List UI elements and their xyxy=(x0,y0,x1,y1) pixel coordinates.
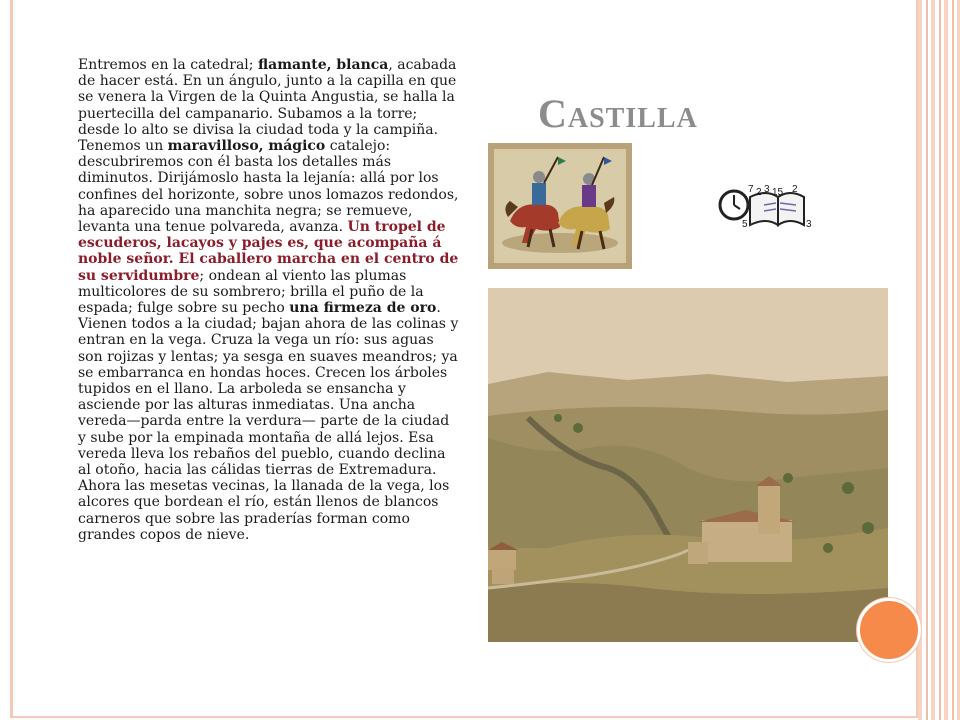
clock-number: 15 xyxy=(772,187,784,198)
decorative-orange-circle xyxy=(857,598,921,662)
clock-number: 2 xyxy=(756,187,762,198)
bold-phrase: flamante, blanca xyxy=(257,57,389,73)
castilla-landscape-image xyxy=(488,288,888,642)
body-paragraph: Entremos en la catedral; flamante, blanca, acabada de hacer está. En un ángulo, junto a la capilla en que se venera la Virgen de la Quinta Angustia, se halla la puertecilla del campanario. Subamos a la torre; desde lo alto se divisa la ciudad toda y la campiña. Tenemos un maravilloso, mágico catalejo: descubriremos con él basta los detalles más diminutos. Dirijámoslo hasta la lejanía: allá por los confines del horizonte, sobre unos lomazos redondos, ha aparecido una manchita negra; se remueve, levanta una tenue polvareda, avanza. Un tropel de escuderos, lacayos y pajes es, que acompaña á noble señor. El caballero marcha en el centro de su servidumbre; ondean al viento las plumas multicolores de su sombrero; brilla el puño de la espada; fulge sobre su pecho una firmeza de oro. Vienen todos a la ciudad; bajan ahora de las colinas y entran en la vega. Cruza la vega un río: sus aguas son rojizas y lentas; ya sesga en suaves meandros; ya se embarranca en hondas hoces. Crecen los árboles tupidos en el llano. La arboleda se ensancha y asciende por las alturas inmediatas. Una ancha vereda—parda entre la verdura— parte de la ciudad y sube por la empinada montaña de allá lejos. Esa vereda lleva los rebaños del pueblo, cuando declina al otoño, hacia las cálidas tierras de Extremadura. Ahora las mesetas vecinas, la llanada de la vega, los alcores que bordean el río, están llenos de blancos carneros que sobre las praderías forman como grandes copos de nieve. xyxy=(78,57,459,543)
clock-book-icon xyxy=(718,181,814,229)
clock-number: 2 xyxy=(792,184,798,195)
clock-number: 5 xyxy=(742,219,748,229)
slide-title: Castilla xyxy=(538,91,698,136)
knight-riders-image xyxy=(488,143,632,269)
decorative-stripes xyxy=(918,0,960,720)
clock-number: 3 xyxy=(806,219,812,229)
clock-number: 7 xyxy=(748,184,754,195)
bold-phrase: maravilloso, mágico xyxy=(167,138,326,155)
bold-phrase: una firmeza de oro xyxy=(289,300,437,317)
highlighted-phrase: Un tropel de escuderos, lacayos y pajes es, que acompaña á noble señor. El caballero marcha en el centro de su servidumbre xyxy=(78,219,459,284)
clock-number: 3 xyxy=(764,184,770,195)
